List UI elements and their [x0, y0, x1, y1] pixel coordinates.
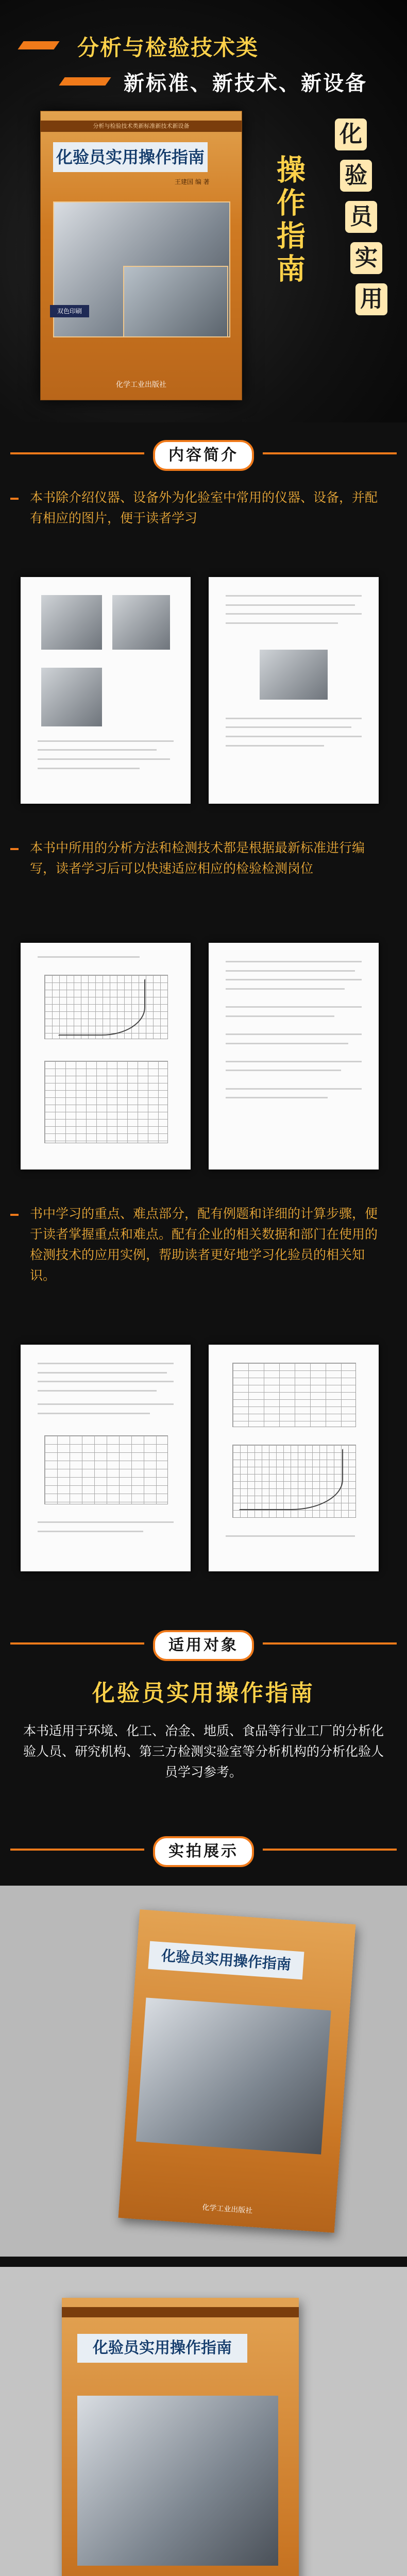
hero-title-line1: 分析与检验技术类: [77, 35, 259, 60]
book-series-band: 分析与检验技术类新标准新技术新设备: [41, 121, 242, 132]
section-heading-intro: 内容简介: [153, 440, 254, 471]
heading-wing: [10, 1849, 144, 1851]
hero-title-line2: 新标准、新技术、新设备: [124, 72, 367, 95]
book-title: 化验员实用操作指南: [53, 142, 208, 172]
photo-cover-shot: [0, 1886, 407, 2257]
intro-section: [0, 422, 407, 1613]
photo-book: [118, 1909, 356, 2233]
decor-dash: [10, 848, 19, 850]
decor-dash: [10, 498, 19, 500]
heading-wing: [263, 1642, 397, 1645]
audience-section: [0, 1613, 407, 1819]
hero-char-box: 用: [355, 283, 387, 315]
hero-char-box: 化: [335, 118, 367, 150]
cover-photo-secondary: [123, 266, 228, 337]
intro-paragraph-1: 本书除介绍仪器、设备外为化验室中常用的仪器、设备，并配有相应的图片，便于读者学习: [30, 490, 378, 526]
photos-section: [0, 1819, 407, 2576]
section-heading-photos: 实拍展示: [153, 1836, 254, 1867]
cover-tag: 双色印刷: [50, 305, 89, 317]
audience-tagline: 化验员实用操作指南: [92, 1680, 315, 1706]
decor-slash: [18, 41, 59, 49]
photo-angle-shot: [0, 2267, 407, 2576]
photo-book-title: 化验员实用操作指南: [77, 2334, 247, 2363]
sample-page: [21, 577, 191, 804]
decor-dash: [10, 1214, 19, 1216]
photo-book-title: 化验员实用操作指南: [148, 1941, 304, 1980]
hero-vertical-text: 操作指南: [272, 155, 306, 286]
section-heading-audience: 适用对象: [153, 1630, 254, 1661]
sample-page: [209, 577, 379, 804]
hero-char-box: 验: [340, 160, 372, 192]
sample-page: [21, 943, 191, 1170]
audience-paragraph: 本书适用于环境、化工、冶金、地质、食品等行业工厂的分析化验人员、研究机构、第三方检测实验室等分析机构的分析化验人员学习参考。: [23, 1723, 384, 1780]
hero-char-box: 实: [350, 242, 382, 274]
book-publisher: 化学工业出版社: [116, 381, 166, 389]
heading-wing: [10, 1642, 144, 1645]
decor-slash: [59, 77, 111, 86]
intro-paragraph-3: 书中学习的重点、难点部分，配有例题和详细的计算步骤，便于读者掌握重点和难点。配有企业的相关数据和部门在使用的检测技术的应用实例，帮助读者更好地学习化验员的相关知识。: [30, 1206, 378, 1283]
heading-wing: [263, 452, 397, 454]
hero-char-box: 员: [345, 201, 377, 233]
hero-banner: [0, 0, 407, 422]
book-cover: [40, 111, 242, 400]
sample-page: [21, 1345, 191, 1571]
sample-page: [209, 943, 379, 1170]
heading-wing: [10, 452, 144, 454]
photo-book: [62, 2298, 299, 2576]
heading-wing: [263, 1849, 397, 1851]
photo-book-publisher: 化学工业出版社: [201, 2203, 253, 2215]
intro-paragraph-2: 本书中所用的分析方法和检测技术都是根据最新标准进行编写，读者学习后可以快速适应相应的检验检测岗位: [30, 840, 365, 876]
sample-page: [209, 1345, 379, 1571]
book-authors: 王建国 编 著: [175, 178, 210, 185]
